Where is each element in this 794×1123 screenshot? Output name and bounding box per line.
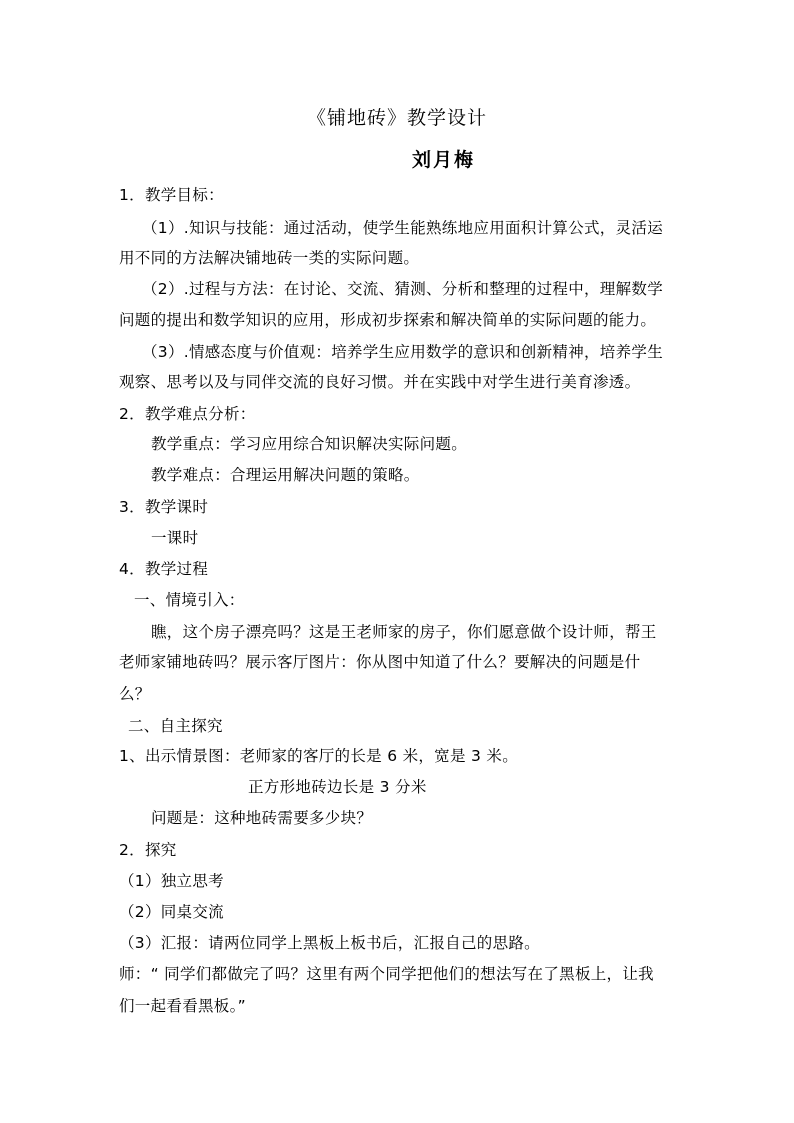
paragraph-line: （1）独立思考 xyxy=(119,872,224,890)
paragraph-line: （3）汇报：请两位同学上黑板上板书后，汇报自己的思路。 xyxy=(119,934,540,952)
paragraph-line: 用不同的方法解决铺地砖一类的实际问题。 xyxy=(119,249,420,267)
document-title: 《铺地砖》教学设计 xyxy=(306,107,487,129)
section-heading-difficulty: 2．教学难点分析： xyxy=(119,405,256,423)
paragraph-line: （2）同桌交流 xyxy=(119,903,224,921)
paragraph-line: （3）.情感态度与价值观：培养学生应用数学的意识和创新精神，培养学生 xyxy=(142,343,663,361)
paragraph-line: 问题是：这种地砖需要多少块？ xyxy=(151,809,373,827)
paragraph-line: （2）.过程与方法：在讨论、交流、猜测、分析和整理的过程中，理解数学 xyxy=(142,280,663,298)
paragraph-line: 1、出示情景图：老师家的客厅的长是 6 米，宽是 3 米。 xyxy=(119,747,518,765)
paragraph-line: 老师家铺地砖吗？展示客厅图片：你从图中知道了什么？要解决的问题是什 xyxy=(119,653,641,671)
subsection-heading: 一、情境引入： xyxy=(134,591,245,609)
section-heading-periods: 3．教学课时 xyxy=(119,498,209,516)
paragraph-line: 正方形地砖边长是 3 分米 xyxy=(248,778,427,796)
paragraph-line: 瞧，这个房子漂亮吗？这是王老师家的房子，你们愿意做个设计师，帮王 xyxy=(151,623,657,641)
section-heading-process: 4．教学过程 xyxy=(119,560,209,578)
paragraph-line: 么？ xyxy=(119,685,151,703)
subsection-heading: 二、自主探究 xyxy=(128,717,223,735)
section-heading-explore: 2．探究 xyxy=(119,841,177,859)
author-name: 刘月梅 xyxy=(412,149,476,171)
paragraph-line: 观察、思考以及与同伴交流的良好习惯。并在实践中对学生进行美育渗透。 xyxy=(119,373,641,391)
paragraph-line: 教学重点：学习应用综合知识解决实际问题。 xyxy=(151,435,468,453)
section-heading-objectives: 1．教学目标： xyxy=(119,186,224,204)
paragraph-line: 们一起看看黑板。” xyxy=(119,997,246,1015)
paragraph-line: 一课时 xyxy=(151,529,199,547)
paragraph-line: 师：“ 同学们都做完了吗？这里有两个同学把他们的想法写在了黑板上，让我 xyxy=(119,965,654,983)
paragraph-line: 教学难点：合理运用解决问题的策略。 xyxy=(151,466,420,484)
paragraph-line: 问题的提出和数学知识的应用，形成初步探索和解决简单的实际问题的能力。 xyxy=(119,311,657,329)
paragraph-line: （1）.知识与技能：通过活动，使学生能熟练地应用面积计算公式，灵活运 xyxy=(142,219,663,237)
